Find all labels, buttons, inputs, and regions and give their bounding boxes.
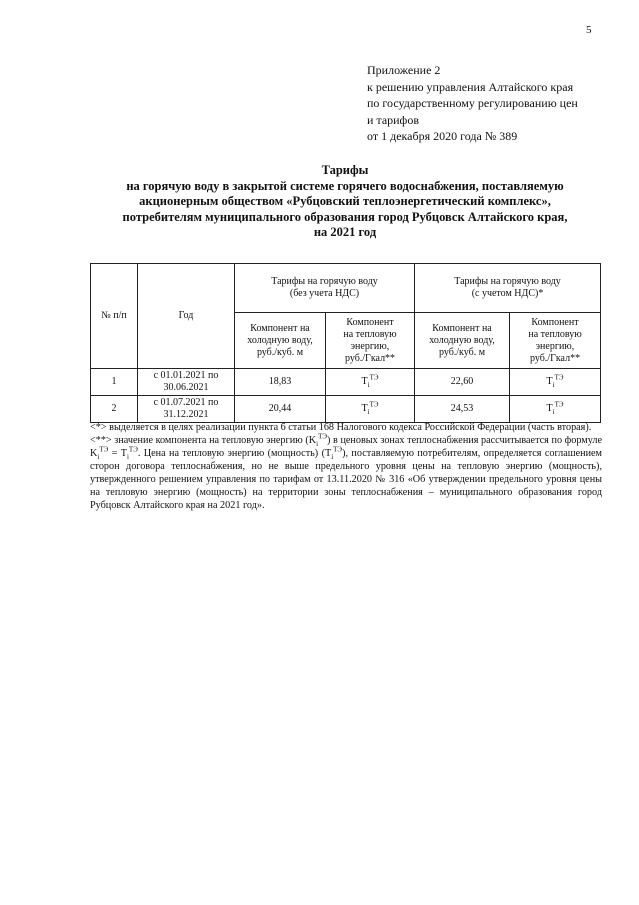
title-heading: Тарифы xyxy=(321,163,369,177)
appendix-line: от 1 декабря 2020 года № 389 xyxy=(367,129,518,143)
cell-period: с 01.01.2021 по 30.06.2021 xyxy=(138,369,235,396)
cell-heat-vat: $T_i^{ТЭ}$ xyxy=(510,396,601,423)
footnotes xyxy=(90,421,602,512)
appendix-header xyxy=(367,62,578,145)
cell-num: 1 xyxy=(91,369,138,396)
cell-period: с 01.07.2021 по 31.12.2021 xyxy=(138,396,235,423)
cell-num: 2 xyxy=(91,396,138,423)
header-year: Год xyxy=(138,264,235,369)
appendix-line: и тарифов xyxy=(367,112,420,127)
table-row xyxy=(91,369,601,396)
cell-heat: $T_i^{ТЭ}$ xyxy=(326,396,415,423)
header-tariff-with-vat: Тарифы на горячую воду (с учетом НДС)* xyxy=(415,264,601,313)
footnote-vat: <*> выделяется в целях реализации пункта 6 статьи 168 Налогового кодекса Российской Федерации (часть вторая). xyxy=(90,422,592,433)
title-line: потребителям муниципального образования город Рубцовск Алтайского края, xyxy=(122,209,568,224)
document-title xyxy=(95,163,595,241)
cell-cold: 18,83 xyxy=(235,369,326,396)
appendix-line: к решению управления Алтайского края xyxy=(367,79,574,94)
tariffs-table xyxy=(90,263,601,423)
appendix-line: по государственному регулированию цен xyxy=(367,96,578,110)
cell-heat-vat: $T_i^{ТЭ}$ xyxy=(510,369,601,396)
appendix-line: Приложение 2 xyxy=(367,63,441,77)
cell-cold: 20,44 xyxy=(235,396,326,423)
page-number: 5 xyxy=(586,24,592,36)
cell-cold-vat: 24,53 xyxy=(415,396,510,423)
subheader-cold-vat: Компонент на холодную воду, руб./куб. м xyxy=(415,313,510,369)
title-line: на горячую воду в закрытой системе горячего водоснабжения, поставляемую xyxy=(126,178,564,193)
table-row xyxy=(91,396,601,423)
cell-heat: $T_i^{ТЭ}$ xyxy=(326,369,415,396)
subheader-cold: Компонент на холодную воду, руб./куб. м xyxy=(235,313,326,369)
header-tariff-no-vat: Тарифы на горячую воду (без учета НДС) xyxy=(235,264,415,313)
title-line: акционерным обществом «Рубцовский теплоэнергетический комплекс», xyxy=(139,194,551,208)
footnote-heat-component: <**> значение компонента на тепловую энергию $(K_i^{ТЭ})$ в ценовых зонах теплоснабжения рассчитывается по формуле $K_i^{ТЭ} = T_i^{ТЭ}$. Цена на тепловую энергию (мощность) $(T_i^{ТЭ})$, поставляемую потребителям, определяется соглашением сторон договора теплоснабжения, но не выше предельного уровня цены на тепловую энергию (мощность), утвержденного решением управления по тарифам от 13.11.2020 № 316 «Об утверждении предельного уровня цены на тепловую энергию (мощность) на территории зоны теплоснабжения – муниципального образования город Рубцовск Алтайского края на 2021 год». xyxy=(90,432,603,511)
subheader-heat: Компонент на тепловую энергию, руб./Гкал** xyxy=(326,313,415,369)
subheader-heat-vat: Компонент на тепловую энергию, руб./Гкал** xyxy=(510,313,601,369)
cell-cold-vat: 22,60 xyxy=(415,369,510,396)
table-header-row xyxy=(91,264,601,313)
title-line: на 2021 год xyxy=(313,225,377,239)
header-num: № п/п xyxy=(91,264,138,369)
